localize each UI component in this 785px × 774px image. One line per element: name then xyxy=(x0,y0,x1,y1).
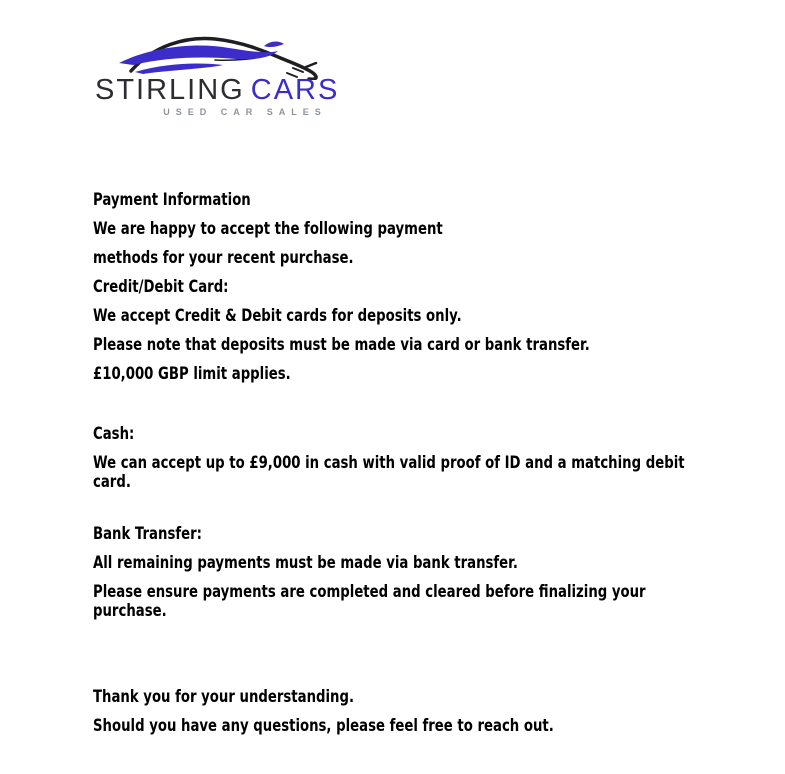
text-line: card. xyxy=(93,472,131,492)
text-line: Payment Information xyxy=(93,190,251,210)
cash-heading xyxy=(93,425,779,444)
cash-body xyxy=(93,454,779,492)
text-line: Should you have any questions, please feel free to reach out. xyxy=(93,716,554,736)
payment-information-document xyxy=(93,191,779,736)
brand-name-first: STIRLING xyxy=(95,74,245,106)
text-line: Please note that deposits must be made via card or bank transfer. xyxy=(93,335,590,355)
intro-line-1 xyxy=(93,220,779,239)
text-line: methods for your recent purchase. xyxy=(93,248,354,268)
closing-thanks xyxy=(93,688,779,707)
text-line: Please ensure payments are completed and cleared before finalizing your xyxy=(93,582,646,602)
stirling-cars-logo xyxy=(95,32,395,120)
text-line: All remaining payments must be made via bank transfer. xyxy=(93,553,518,573)
text-line: We accept Credit & Debit cards for deposits only. xyxy=(93,306,462,326)
text-line: Bank Transfer: xyxy=(93,524,202,544)
closing-questions xyxy=(93,717,779,736)
bank-transfer-line-1 xyxy=(93,554,779,573)
credit-debit-heading xyxy=(93,278,779,297)
payment-information-heading xyxy=(93,191,779,210)
text-line: We are happy to accept the following payment xyxy=(93,219,443,239)
text-line: Thank you for your understanding. xyxy=(93,687,355,707)
text-line: purchase. xyxy=(93,601,167,621)
bank-transfer-heading xyxy=(93,525,779,544)
bank-transfer-line-2 xyxy=(93,583,779,621)
car-silhouette-icon xyxy=(117,32,362,80)
text-line: £10,000 GBP limit applies. xyxy=(93,364,291,384)
text-line: Credit/Debit Card: xyxy=(93,277,229,297)
credit-debit-line-2 xyxy=(93,336,779,355)
text-line: Cash: xyxy=(93,424,135,444)
text-line: We can accept up to £9,000 in cash with valid proof of ID and a matching debit xyxy=(93,453,685,473)
intro-line-2 xyxy=(93,249,779,268)
brand-name xyxy=(95,74,395,107)
brand-tagline: USED CAR SALES xyxy=(163,107,327,117)
credit-debit-line-3 xyxy=(93,365,779,384)
credit-debit-line-1 xyxy=(93,307,779,326)
brand-name-second: CARS xyxy=(250,74,340,106)
